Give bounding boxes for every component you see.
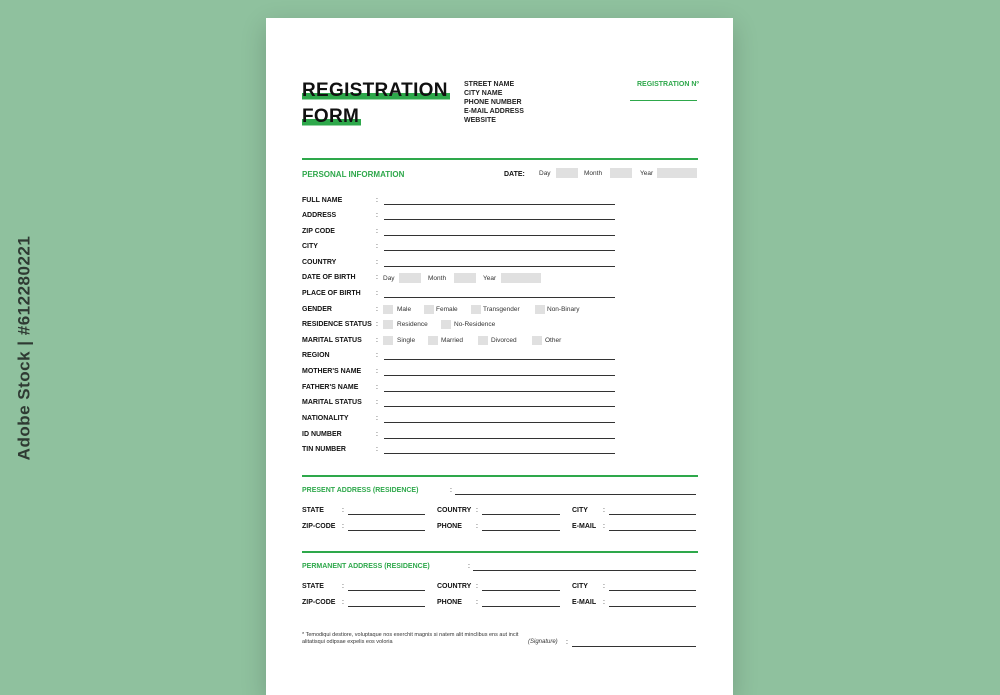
marital-married-label: Married <box>441 337 464 344</box>
permanent-address-line[interactable] <box>473 570 696 571</box>
no-residence-checkbox[interactable] <box>441 320 451 329</box>
colon: : <box>376 431 378 438</box>
permanent-country-label: COUNTRY <box>437 583 472 590</box>
gender-male-label: Male <box>397 306 412 313</box>
full-name-line[interactable] <box>384 204 615 205</box>
permanent-country-line[interactable] <box>482 590 560 591</box>
permanent-phone-line[interactable] <box>482 606 560 607</box>
field-label-residence-status: RESIDENCE STATUS <box>302 321 372 328</box>
company-info <box>464 80 524 125</box>
personal-info-heading: PERSONAL INFORMATION <box>302 170 405 179</box>
colon: : <box>342 523 344 530</box>
present-zip-label: ZIP-CODE <box>302 523 336 530</box>
field-label-fathers-name: FATHER'S NAME <box>302 384 359 391</box>
zip-code-line[interactable] <box>384 235 615 236</box>
colon: : <box>603 599 605 606</box>
registration-number-field[interactable] <box>630 100 697 101</box>
signature-label: (Signature) <box>528 639 558 645</box>
residence-label: Residence <box>397 321 428 328</box>
gender-transgender-label: Transgender <box>483 306 520 313</box>
form-title <box>302 78 450 130</box>
city-line[interactable] <box>384 250 615 251</box>
permanent-zip-line[interactable] <box>348 606 425 607</box>
present-country-line[interactable] <box>482 514 560 515</box>
field-label-mothers-name: MOTHER'S NAME <box>302 368 362 375</box>
field-label-address: ADDRESS <box>302 212 337 219</box>
permanent-phone-label: PHONE <box>437 599 462 606</box>
permanent-city-line[interactable] <box>609 590 696 591</box>
date-month-box[interactable] <box>610 168 632 178</box>
residence-checkbox[interactable] <box>383 320 393 329</box>
permanent-zip-label: ZIP-CODE <box>302 599 336 606</box>
registration-form-sheet <box>266 18 733 695</box>
country-line[interactable] <box>384 266 615 267</box>
stock-id-label <box>10 0 38 695</box>
nationality-line[interactable] <box>384 422 615 423</box>
field-label-full-name: FULL NAME <box>302 197 343 204</box>
colon: : <box>376 228 378 235</box>
present-city-label: CITY <box>572 507 588 514</box>
gender-male-checkbox[interactable] <box>383 305 393 314</box>
dob-year-label: Year <box>483 275 497 282</box>
field-label-date-of-birth: DATE OF BIRTH <box>302 274 356 281</box>
present-state-line[interactable] <box>348 514 425 515</box>
date-year-box[interactable] <box>657 168 697 178</box>
colon: : <box>376 384 378 391</box>
colon: : <box>376 321 378 328</box>
field-label-region: REGION <box>302 352 330 359</box>
field-label-country: COUNTRY <box>302 259 337 266</box>
present-address-line[interactable] <box>455 494 696 495</box>
colon: : <box>376 259 378 266</box>
colon: : <box>376 197 378 204</box>
street-name: STREET NAME <box>464 81 515 88</box>
colon: : <box>376 243 378 250</box>
fathers-name-line[interactable] <box>384 391 615 392</box>
colon: : <box>468 563 470 570</box>
field-label-place-of-birth: PLACE OF BIRTH <box>302 290 361 297</box>
colon: : <box>376 368 378 375</box>
address-line[interactable] <box>384 219 615 220</box>
marital-divorced-checkbox[interactable] <box>478 336 488 345</box>
divider-personal <box>302 158 698 160</box>
colon: : <box>603 583 605 590</box>
colon: : <box>476 583 478 590</box>
permanent-city-label: CITY <box>572 583 588 590</box>
tin-number-line[interactable] <box>384 453 615 454</box>
colon: : <box>476 507 478 514</box>
gender-female-label: Female <box>436 306 458 313</box>
present-zip-line[interactable] <box>348 530 425 531</box>
dob-day-box[interactable] <box>399 273 421 283</box>
date-day-box[interactable] <box>556 168 578 178</box>
present-state-label: STATE <box>302 507 324 514</box>
colon: : <box>566 639 568 646</box>
email-address: E-MAIL ADDRESS <box>464 108 524 115</box>
marital-status-line[interactable] <box>384 406 615 407</box>
colon: : <box>603 507 605 514</box>
marital-single-checkbox[interactable] <box>383 336 393 345</box>
divider-permanent-address <box>302 551 698 553</box>
present-phone-label: PHONE <box>437 523 462 530</box>
date-year-label: Year <box>640 170 654 177</box>
website: WEBSITE <box>464 117 496 124</box>
gender-female-checkbox[interactable] <box>424 305 434 314</box>
field-label-zip-code: ZIP CODE <box>302 228 335 235</box>
colon: : <box>376 212 378 219</box>
present-email-line[interactable] <box>609 530 696 531</box>
mothers-name-line[interactable] <box>384 375 615 376</box>
permanent-email-label: E-MAIL <box>572 599 597 606</box>
region-line[interactable] <box>384 359 615 360</box>
gender-nonbinary-checkbox[interactable] <box>535 305 545 314</box>
field-label-gender: GENDER <box>302 306 332 313</box>
place-of-birth-line[interactable] <box>384 297 615 298</box>
dob-day-label: Day <box>383 275 395 282</box>
permanent-address-heading: PERMANENT ADDRESS (RESIDENCE) <box>302 563 430 570</box>
signature-line[interactable] <box>572 646 696 647</box>
present-email-label: E-MAIL <box>572 523 597 530</box>
date-day-label: Day <box>539 170 551 177</box>
colon: : <box>376 399 378 406</box>
present-phone-line[interactable] <box>482 530 560 531</box>
colon: : <box>376 306 378 313</box>
field-label-tin-number: TIN NUMBER <box>302 446 346 453</box>
divider-present-address <box>302 475 698 477</box>
no-residence-label: No-Residence <box>454 321 496 328</box>
city-name: CITY NAME <box>464 90 503 97</box>
colon: : <box>476 599 478 606</box>
colon: : <box>603 523 605 530</box>
colon: : <box>376 274 378 281</box>
colon: : <box>450 487 452 494</box>
colon: : <box>376 352 378 359</box>
colon: : <box>376 290 378 297</box>
dob-year-box[interactable] <box>501 273 541 283</box>
colon: : <box>376 415 378 422</box>
title-line-2: FORM <box>302 104 361 130</box>
date-label: DATE: <box>504 171 525 178</box>
stock-id-text: Adobe Stock | #612280221 <box>14 235 33 460</box>
colon: : <box>376 337 378 344</box>
field-label-city: CITY <box>302 243 318 250</box>
marital-other-checkbox[interactable] <box>532 336 542 345</box>
field-label-nationality: NATIONALITY <box>302 415 349 422</box>
title-line-1: REGISTRATION <box>302 78 450 104</box>
field-label-id-number: ID NUMBER <box>302 431 342 438</box>
colon: : <box>476 523 478 530</box>
date-month-label: Month <box>584 170 603 177</box>
field-label-marital-status: MARITAL STATUS <box>302 337 362 344</box>
permanent-state-line[interactable] <box>348 590 425 591</box>
dob-month-box[interactable] <box>454 273 476 283</box>
permanent-email-line[interactable] <box>609 606 696 607</box>
colon: : <box>342 599 344 606</box>
id-number-line[interactable] <box>384 438 615 439</box>
gender-transgender-checkbox[interactable] <box>471 305 481 314</box>
marital-other-label: Other <box>545 337 562 344</box>
marital-divorced-label: Divorced <box>491 337 517 344</box>
colon: : <box>342 583 344 590</box>
present-city-line[interactable] <box>609 514 696 515</box>
present-country-label: COUNTRY <box>437 507 472 514</box>
marital-single-label: Single <box>397 337 416 344</box>
colon: : <box>342 507 344 514</box>
registration-number-label: REGISTRATION Nº <box>637 81 699 88</box>
colon: : <box>376 446 378 453</box>
footnote: * Temodiqui destiore, voluptaque nos exerchit magnis si natem alit minclibus ens aut incit alitatisqui odipsae expelis eos voloria <box>302 632 519 645</box>
field-label-marital-status-2: MARITAL STATUS <box>302 399 362 406</box>
present-address-heading: PRESENT ADDRESS (RESIDENCE) <box>302 487 419 494</box>
marital-married-checkbox[interactable] <box>428 336 438 345</box>
phone-number: PHONE NUMBER <box>464 99 522 106</box>
gender-nonbinary-label: Non-Binary <box>547 306 580 313</box>
permanent-state-label: STATE <box>302 583 324 590</box>
dob-month-label: Month <box>428 275 447 282</box>
